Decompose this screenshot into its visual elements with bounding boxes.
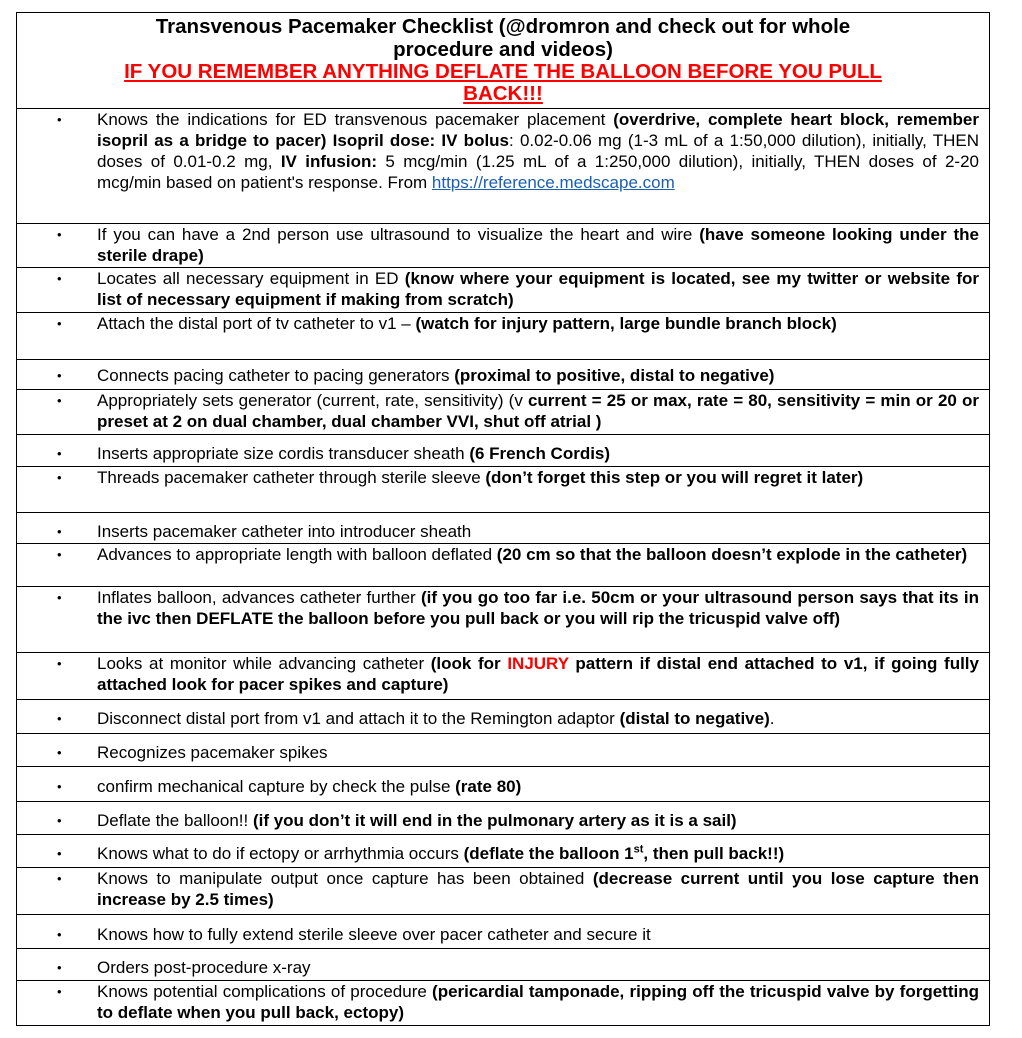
bullet-icon: • — [57, 227, 62, 242]
checklist-item-output — [17, 868, 989, 915]
checklist-item-monitor — [17, 653, 989, 700]
bullet-icon: • — [57, 393, 62, 408]
checklist-item-text: Appropriately sets generator (current, rate, sensitivity) (v current = 25 or max, rate = 80, sensitivity = min or 20 or preset at 2 on dual chamber, dual chamber VVI, shut off atrial ) — [97, 391, 979, 431]
checklist-item-indications — [17, 109, 989, 224]
checklist-item-text: Locates all necessary equipment in ED (know where your equipment is located, see my twitter or website for list of necessary equipment if making from scratch) — [97, 269, 979, 309]
checklist-item-text: Knows the indications for ED transvenous pacemaker placement (overdrive, complete heart block, remember isopril as a bridge to pacer) Isopril dose: IV bolus: 0.02-0.06 mg (1-3 mL of a 1:50,000 dilution), initially, THEN doses of 0.01-0.2 mg, IV infusion: 5 mcg/min (1.25 mL of a 1:250,000 dilution), initially, THEN doses of 2-20 mcg/min based on patient's response. From https://reference.medscape.com — [97, 110, 980, 192]
checklist-item-deflate — [17, 802, 989, 835]
bullet-icon: • — [57, 984, 62, 999]
checklist-item-mechanical-capture — [17, 767, 989, 802]
bullet-icon: • — [57, 368, 62, 383]
checklist-item-text: Threads pacemaker catheter through sterile sleeve (don’t forget this step or you will regret it later) — [97, 468, 864, 487]
checklist-item-extend-sleeve — [17, 915, 989, 949]
checklist-item-xray — [17, 949, 989, 981]
checklist-item-advance-deflated — [17, 544, 989, 587]
checklist-item-text: Knows potential complications of procedure (pericardial tamponade, ripping off the tricuspid valve by forgetting to deflate when you pull back, ectopy) — [97, 982, 979, 1022]
checklist-item-text: Inserts pacemaker catheter into introducer sheath — [97, 522, 472, 541]
bullet-icon: • — [57, 745, 62, 760]
bullet-icon: • — [57, 846, 62, 861]
bullet-icon: • — [57, 813, 62, 828]
checklist-item-text: Looks at monitor while advancing catheter (look for INJURY pattern if distal end attached to v1, if going fully attached look for pacer spikes and capture) — [97, 654, 979, 694]
checklist-item-text: Knows what to do if ectopy or arrhythmia occurs (deflate the balloon 1st, then pull back!!) — [97, 843, 785, 863]
checklist-item-equipment — [17, 268, 989, 313]
checklist-item-text: Attach the distal port of tv catheter to v1 – (watch for injury pattern, large bundle branch block) — [97, 314, 837, 333]
title-line-1: Transvenous Pacemaker Checklist (@dromron and check out for whole — [155, 15, 851, 38]
checklist-item-remington — [17, 700, 989, 734]
bullet-icon: • — [57, 112, 62, 127]
bullet-icon: • — [57, 960, 62, 975]
checklist-item-text: confirm mechanical capture by check the pulse (rate 80) — [97, 777, 522, 796]
balloon-warning — [27, 61, 979, 105]
checklist-item-text: Knows to manipulate output once capture has been obtained (decrease current until you lose capture then increase by 2.5 times) — [97, 869, 979, 909]
bullet-icon: • — [57, 590, 62, 605]
checklist-item-text: Inserts appropriate size cordis transducer sheath (6 French Cordis) — [97, 444, 611, 463]
checklist-item-text: Disconnect distal port from v1 and attach it to the Remington adaptor (distal to negative). — [97, 709, 775, 728]
checklist-item-connect-generator — [17, 360, 989, 390]
bullet-icon: • — [57, 711, 62, 726]
checklist-document — [16, 12, 990, 1026]
bullet-icon: • — [57, 271, 62, 286]
warning-line-1: IF YOU REMEMBER ANYTHING DEFLATE THE BALLOON BEFORE YOU PULL — [124, 60, 882, 83]
medscape-link[interactable]: https://reference.medscape.com — [431, 173, 675, 192]
bullet-icon: • — [57, 871, 62, 886]
checklist-item-generator-settings — [17, 390, 989, 435]
checklist-item-ultrasound — [17, 224, 989, 268]
checklist-item-text: Orders post-procedure x-ray — [97, 958, 311, 977]
checklist-item-sheath — [17, 435, 989, 467]
checklist-item-text: Connects pacing catheter to pacing generators (proximal to positive, distal to negative) — [97, 366, 775, 385]
title-line-2: procedure and videos) — [393, 38, 613, 61]
checklist-item-complications — [17, 981, 989, 1025]
checklist-item-sterile-sleeve — [17, 467, 989, 513]
checklist-item-text: Deflate the balloon!! (if you don’t it will end in the pulmonary artery as it is a sail) — [97, 811, 737, 830]
bullet-icon: • — [57, 470, 62, 485]
checklist-item-inflate-balloon — [17, 587, 989, 653]
bullet-icon: • — [57, 779, 62, 794]
checklist-item-text: If you can have a 2nd person use ultrasound to visualize the heart and wire (have someone looking under the sterile drape) — [97, 225, 979, 265]
checklist-item-text: Advances to appropriate length with balloon deflated (20 cm so that the balloon doesn’t explode in the catheter) — [97, 545, 968, 564]
checklist-item-text: Knows how to fully extend sterile sleeve over pacer catheter and secure it — [97, 925, 651, 944]
bullet-icon: • — [57, 927, 62, 942]
warning-line-2: BACK!!! — [463, 82, 543, 105]
bullet-icon: • — [57, 656, 62, 671]
checklist-item-text: Inflates balloon, advances catheter further (if you go too far i.e. 50cm or your ultrasound person says that its in the ivc then DEFLATE the balloon before you pull back or you will rip the tricuspid valve off) — [97, 588, 979, 628]
checklist-item-text: Recognizes pacemaker spikes — [97, 743, 328, 762]
checklist-item-spikes — [17, 734, 989, 767]
bullet-icon: • — [57, 446, 62, 461]
checklist-title — [27, 15, 979, 61]
checklist-item-distal-port — [17, 313, 989, 360]
bullet-icon: • — [57, 316, 62, 331]
bullet-icon: • — [57, 547, 62, 562]
checklist-item-ectopy — [17, 835, 989, 868]
bullet-icon: • — [57, 524, 62, 539]
checklist-header — [17, 13, 989, 109]
checklist-item-introducer — [17, 513, 989, 544]
